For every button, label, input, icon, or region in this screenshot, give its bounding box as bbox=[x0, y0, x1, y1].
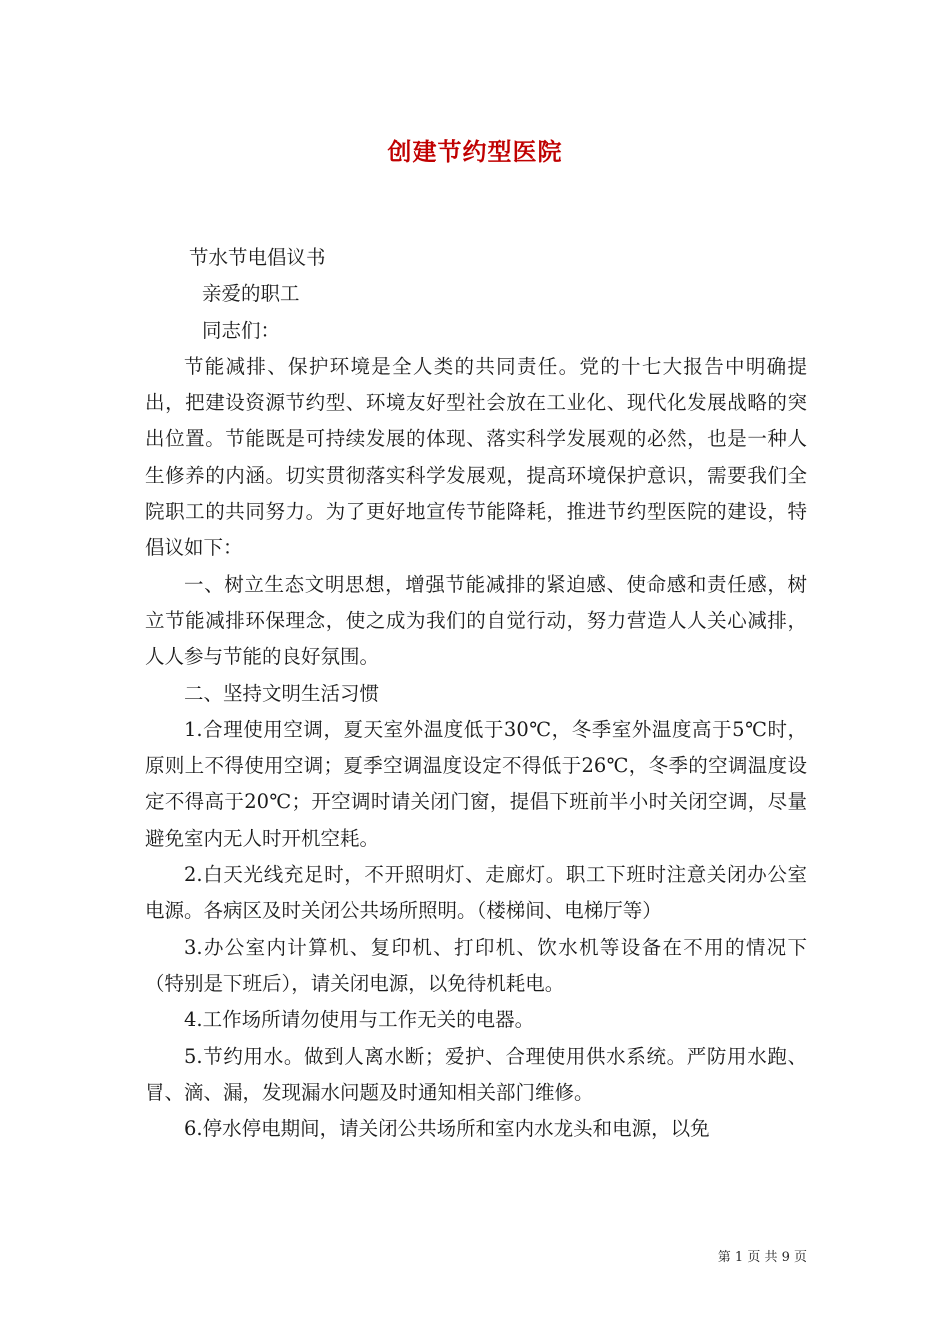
paragraph: 2.白天光线充足时，不开照明灯、走廊灯。职工下班时注意关闭办公室电源。各病区及时关闭公共场所照明。（楼梯间、电梯厅等） bbox=[145, 863, 807, 923]
paragraph: 1.合理使用空调，夏天室外温度低于30℃，冬季室外温度高于5℃时，原则上不得使用空调；夏季空调温度设定不得低于26℃，冬季的空调温度设定不得高于20℃；开空调时请关闭门窗，提倡下班前半小时关闭空调，尽量避免室内无人时开机空耗。 bbox=[145, 717, 807, 850]
heading-line: 节水节电倡议书 bbox=[189, 246, 326, 269]
paragraph: 节能减排、保护环境是全人类的共同责任。党的十七大报告中明确提出，把建设资源节约型、环境友好型社会放在工业化、现代化发展战略的突出位置。节能既是可持续发展的体现、落实科学发展观的必然，也是一种人生修养的内涵。切实贯彻落实科学发展观，提高环境保护意识，需要我们全院职工的共同努力。为了更好地宣传节能降耗，推进节约型医院的建设，特倡议如下： bbox=[145, 354, 807, 560]
paragraph: 4.工作场所请勿使用与工作无关的电器。 bbox=[184, 1008, 535, 1032]
page-number: 第 1 页 共 9 页 bbox=[717, 1250, 807, 1265]
salutation-line: 亲爱的职工 bbox=[202, 282, 300, 306]
salutation-line: 同志们： bbox=[202, 318, 281, 342]
document-body bbox=[145, 240, 807, 1147]
document-title: 创建节约型医院 bbox=[387, 137, 563, 166]
paragraph: 3.办公室内计算机、复印机、打印机、饮水机等设备在不用的情况下（特别是下班后），请关闭电源，以免待机耗电。 bbox=[145, 935, 807, 995]
paragraph: 一、树立生态文明思想，增强节能减排的紧迫感、使命感和责任感，树立节能减排环保理念，使之成为我们的自觉行动，努力营造人人关心减排，人人参与节能的良好氛围。 bbox=[145, 572, 807, 669]
paragraph: 5.节约用水。做到人离水断；爱护、合理使用供水系统。严防用水跑、冒、滴、漏，发现漏水问题及时通知相关部门维修。 bbox=[145, 1044, 807, 1104]
paragraph: 6.停水停电期间，请关闭公共场所和室内水龙头和电源，以免 bbox=[184, 1117, 710, 1141]
paragraph: 二、坚持文明生活习惯 bbox=[184, 681, 380, 705]
